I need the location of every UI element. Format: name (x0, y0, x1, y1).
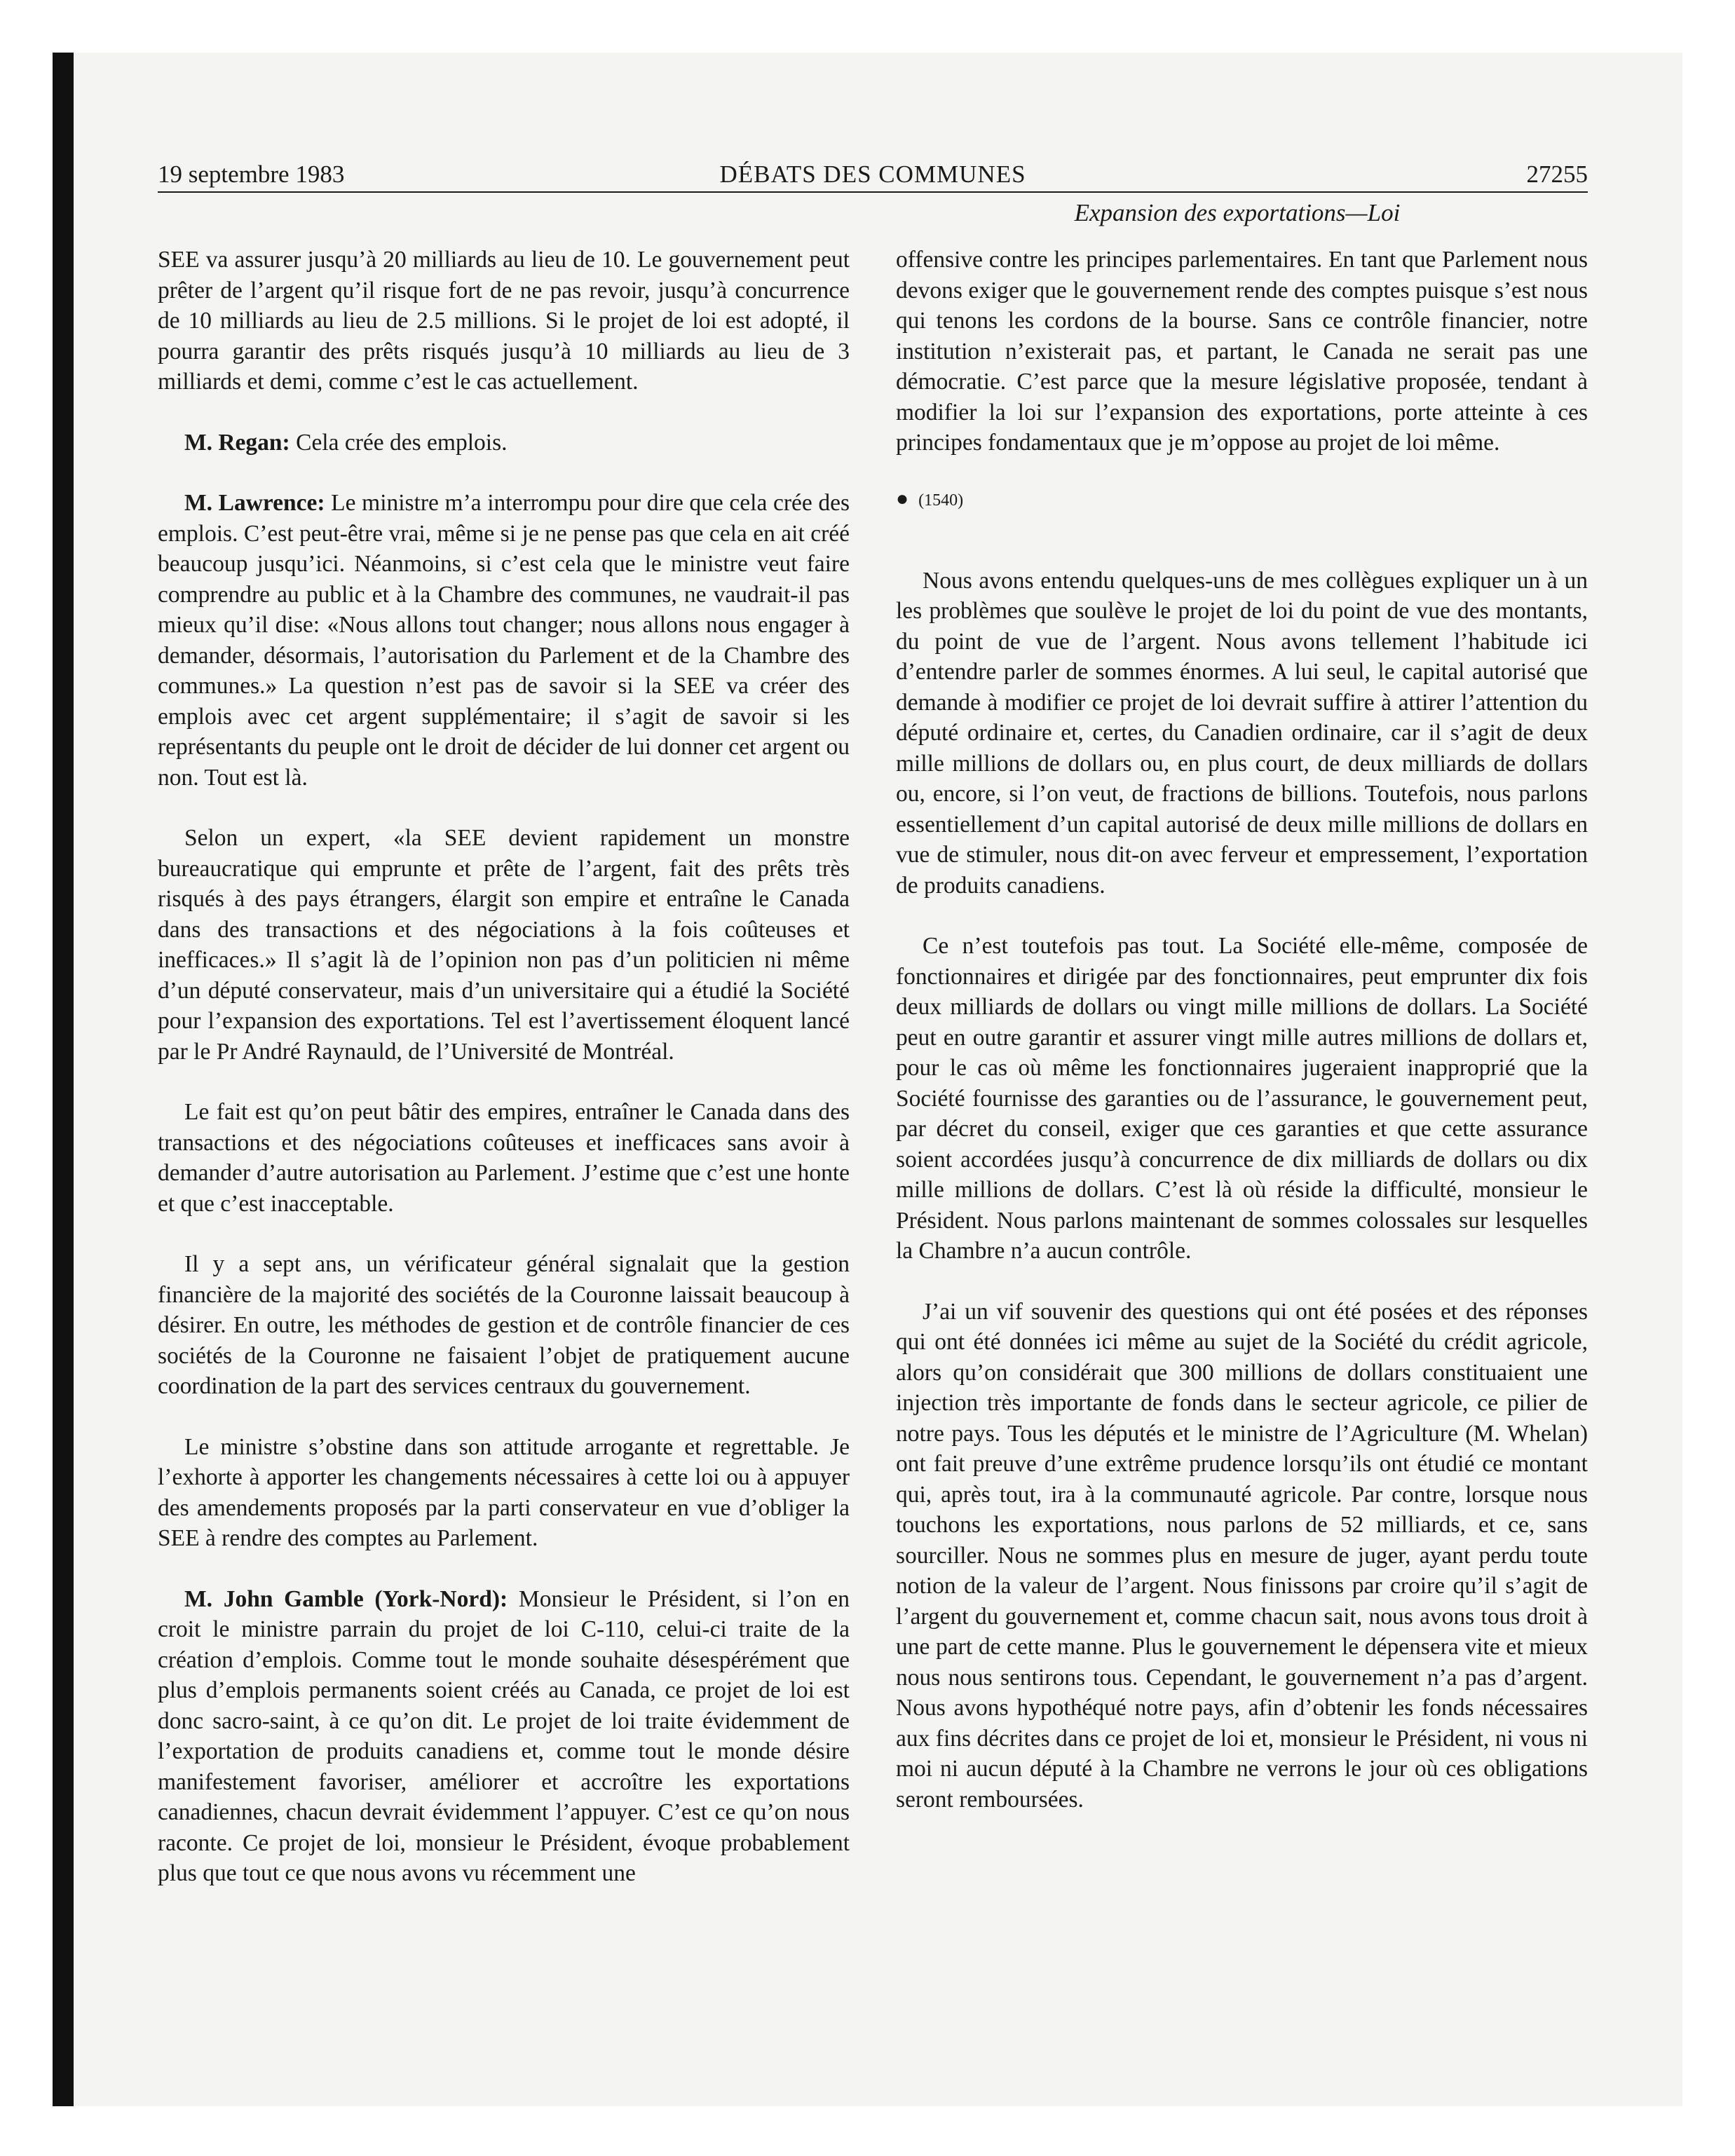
paragraph-text: Il y a sept ans, un vérificateur général signalait que la gestion financière de la majorité des sociétés de la Couronne laissait beaucoup à désirer. En outre, les méthodes de gestion et de contrôle financier de ces sociétés de la Couronne ne faisaient l’objet de pratiquement aucune coordination de la part des services centraux du gouvernement. (158, 1251, 850, 1399)
paragraph: J’ai un vif souvenir des questions qui ont été posées et des réponses qui ont été données ici même au sujet de la Société du crédit agricole, alors qu’on considérait que 300 millions de dollars constituaient une injection très importante de fonds dans le secteur agricole, ce pilier de notre pays. Tous les députés et le ministre de l’Agriculture (M. Whelan) ont fait preuve d’une extrême prudence lorsqu’ils ont étudié ce montant qui, après tout, ira à la communauté agricole. Par contre, lorsque nous touchons les exportations, nous parlons de 52 milliards, et ce, sans sourciller. Nous ne sommes plus en mesure de juger, ayant perdu toute notion de la valeur de l’argent. Nous finissons par croire qu’il s’agit de l’argent du gouvernement et, comme chacun sait, nous avons tous droit à une part de cette manne. Plus le gouvernement le dépensera vite et mieux nous nous sentirons tous. Cependant, le gouvernement n’a pas d’argent. Nous avons hypothéqué notre pays, afin d’obtenir les fonds nécessaires aux fins décrites dans ce projet de loi et, monsieur le Président, ni vous ni moi ni aucun député à la Chambre ne verrons le jour où ces obligations seront remboursées. (896, 1298, 1588, 1813)
document-page (158, 158, 1588, 1886)
paragraph: Nous avons entendu quelques-uns de mes collègues expliquer un à un les problèmes que soulève le projet de loi du point de vue des montants, du point de vue de l’argent. Nous avons tellement l’habitude ici d’entendre parler de sommes énormes. A lui seul, le capital autorisé que demande à modifier ce projet de loi devrait suffire à attirer l’attention du député ordinaire et, certes, du Canadien ordinaire, car il s’agit de deux mille millions de dollars ou, en plus court, de deux milliards de dollars ou, encore, si l’on veut, de fractions de billions. Toutefois, nous parlons essentiellement d’un capital autorisé de deux mille millions de dollars en vue de stimuler, nous dit-on avec ferveur et empressement, l’exportation de produits canadiens. (896, 567, 1588, 899)
bullet-icon: ● (896, 486, 909, 510)
paragraph: offensive contre les principes parlementaires. En tant que Parlement nous devons exiger que le gouvernement rende des comptes puisque s’est nous qui tenons les cordons de la bourse. Sans ce contrôle financier, notre institution n’existerait pas, et partant, le Canada ne serait pas une démocratie. C’est parce que la mesure législative proposée, tendant à modifier la loi sur l’expansion des exportations, porte atteinte à ces principes fondamentaux que je m’oppose au projet de loi même. (896, 247, 1588, 456)
section-subheader: Expansion des exportations—Loi (1074, 199, 1401, 226)
header-title: DÉBATS DES COMMUNES (719, 161, 1026, 188)
speaker-name: M. Lawrence: (184, 490, 325, 516)
right-column (896, 245, 1588, 1845)
speaker-name: M. Regan: (184, 429, 290, 456)
paragraph-text: Selon un expert, «la SEE devient rapidement un monstre bureaucratique qui emprunte et prête de l’argent, fait des prêts très risqués à des pays étrangers, élargit son empire et entraîne le Canada dans des transactions et des négociations à la fois coûteuses et inefficaces.» Il s’agit là de l’opinion non pas d’un politicien ni même d’un député conservateur, mais d’un universitaire qui a étudié la Société pour l’expansion des exportations. Tel est l’avertissement éloquent lancé par le Pr André Raynauld, de l’Université de Montréal. (158, 825, 850, 1065)
paragraph (158, 1584, 850, 1889)
paragraph-text: Monsieur le Président, si l’on en croit le ministre parrain du projet de loi C-110, celui-ci traite de la création d’emplois. Comme tout le monde souhaite désespérément que plus d’emplois permanents soient créés au Canada, ce projet de loi est donc sacro-saint, à ce qu’on dit. Le projet de loi traite évidemment de l’exportation de produits canadiens et, comme tout le monde désire manifestement favoriser, améliorer et accroître les exportations canadiennes, chacun devrait évidemment l’appuyer. C’est ce qu’on nous raconte. Ce projet de loi, monsieur le Président, évoque probablement plus que tout ce que nous avons vu récemment une (158, 1585, 850, 1886)
paragraph-text: Le fait est qu’on peut bâtir des empires, entraîner le Canada dans des transactions et des négociations coûteuses et inefficaces sans avoir à demander d’autre autorisation au Parlement. J’estime que c’est une honte et que c’est inacceptable. (158, 1099, 850, 1217)
timestamp (896, 486, 1588, 511)
page-header (158, 158, 1588, 193)
header-date: 19 septembre 1983 (158, 161, 345, 188)
paragraph (158, 823, 850, 1067)
paragraph-text: Le ministre s’obstine dans son attitude arrogante et regrettable. Je l’exhorte à apporter les changements nécessaires à cette loi ou à appuyer des amendements proposés par la parti conservateur en vue d’obliger la SEE à rendre des comptes au Parlement. (158, 1433, 850, 1551)
paragraph (158, 1432, 850, 1554)
paragraph (158, 245, 850, 397)
paragraph-text: SEE va assurer jusqu’à 20 milliards au lieu de 10. Le gouvernement peut prêter de l’argent qu’il risque fort de ne pas revoir, jusqu’à concurrence de 10 milliards au lieu de 2.5 millions. Si le projet de loi est adopté, il pourra garantir des prêts risqués jusqu’à 10 milliards au lieu de 3 milliards et demi, comme c’est le cas actuellement. (158, 247, 850, 395)
page-number: 27255 (1526, 161, 1588, 188)
paragraph (158, 428, 850, 458)
scan-binding-edge (53, 53, 74, 2106)
paragraph (158, 488, 850, 793)
paragraph-text: Cela crée des emplois. (290, 429, 508, 456)
left-column (158, 245, 850, 1919)
paragraph (158, 1097, 850, 1219)
speaker-name: M. John Gamble (York-Nord): (184, 1585, 508, 1612)
paragraph (158, 1249, 850, 1402)
paragraph: Ce n’est toutefois pas tout. La Société elle-même, composée de fonctionnaires et dirigée par des fonctionnaires, peut emprunter dix fois deux milliards de dollars ou vingt mille millions de dollars. La Société peut en outre garantir et assurer vingt mille autres millions de dollars et, pour le cas où même les fonctionnaires jugeraient inapproprié que la Société fournisse des garanties ou de l’assurance, le gouvernement peut, par décret du conseil, exiger que ces garanties et que cette assurance soient accordées jusqu’à concurrence de dix milliards de dollars ou dix mille millions de dollars. C’est là où réside la difficulté, monsieur le Président. Nous parlons maintenant de sommes colossales sur lesquelles la Chambre n’a aucun contrôle. (896, 933, 1588, 1264)
paragraph-text: Le ministre m’a interrompu pour dire que cela crée des emplois. C’est peut-être vrai, même si je ne pense pas que cela en ait créé beaucoup jusqu’ici. Néanmoins, si c’est cela que le ministre veut faire comprendre au public et à la Chambre des communes, ne vaudrait-il pas mieux qu’il dise: «Nous allons tout changer; nous allons nous engager à demander, désormais, l’autorisation du Parlement et de la Chambre des communes.» La question n’est pas de savoir si la SEE va créer des emplois avec cet argent supplémentaire; il s’agit de savoir si les représentants du peuple ont le droit de décider de lui donner cet argent ou non. Tout est là. (158, 490, 850, 791)
timestamp-text: (1540) (918, 491, 964, 510)
